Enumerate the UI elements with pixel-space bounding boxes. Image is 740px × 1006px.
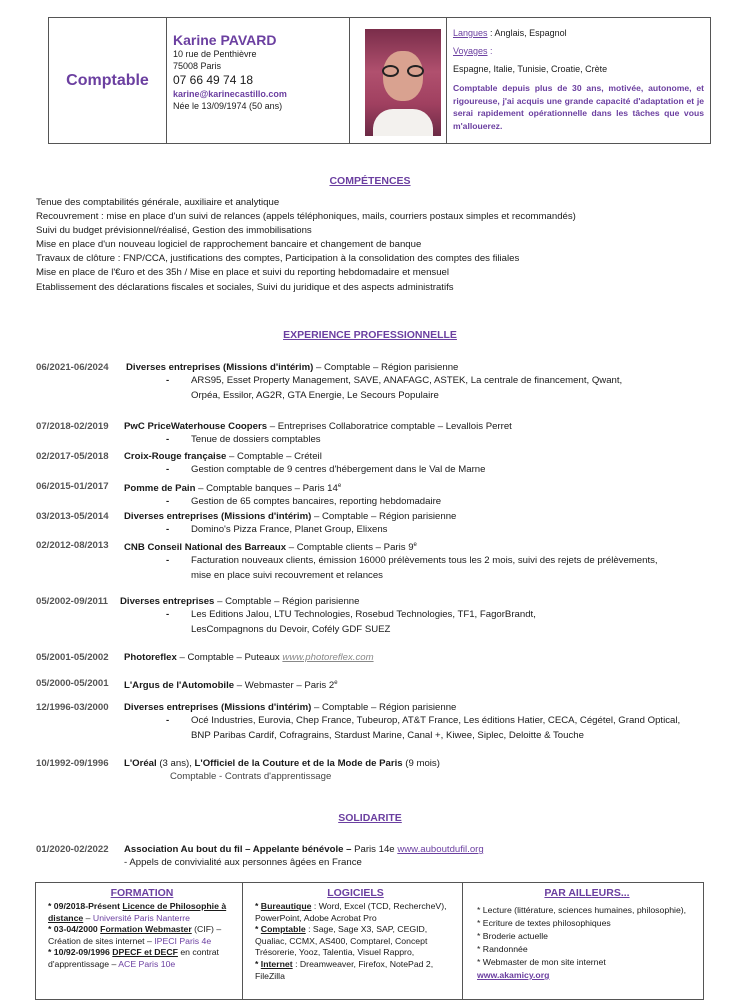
experience-role: – Entreprises Collaboratrice comptable – Levallois Perret xyxy=(267,421,512,432)
logiciels-label: Internet xyxy=(260,958,293,969)
experience-detail: Domino's Pizza France, Planet Group, Elixens xyxy=(191,524,388,535)
personal-website-link[interactable]: www.akamicy.org xyxy=(477,970,550,980)
formation-detail: en contrat d'apprentissage – xyxy=(48,947,219,969)
competence-item: Travaux de clôture : FNP/CCA, justifications des comptes, Participation à la consolidation des comptes des filiales xyxy=(36,253,520,265)
experience-date: 05/2002-09/2011 xyxy=(36,596,109,607)
competences-title: COMPÉTENCES xyxy=(329,175,411,187)
experience-detail: Orpéa, Essilor, AG2R, GTA Energie, Le Secours Populaire xyxy=(191,389,439,401)
solidarite-role: – Appelante bénévole – xyxy=(242,844,355,855)
experience-detail: ARS95, Esset Property Management, SAVE, ANAFAGC, ASTEK, La centrale de financement, Qwant, xyxy=(191,375,623,386)
solidarite-detail: - Appels de convivialité aux personnes âgées en France xyxy=(124,857,362,868)
experience-role: – Comptable – Région parisienne xyxy=(311,511,457,522)
experience-detail: BNP Paribas Cardif, Cofragrains, Stardust Marine, Canal +, Kiwee, Siplec, Deloitte & Touche xyxy=(191,729,584,741)
travel-row xyxy=(453,45,704,58)
travel-value: Espagne, Italie, Tunisie, Croatie, Crète xyxy=(453,64,608,74)
experience-company: Pomme de Pain xyxy=(124,483,196,495)
formation-separator: – xyxy=(83,912,93,923)
logiciels-item: * Comptable : Sage, Sage X3, SAP, CEGID, Qualiac, CCMX, AS400, Comptarel, Concept Trésorerie, Yooz, Talentia, Visuel Rappro, xyxy=(255,924,428,958)
experience-company: Diverses entreprises (Missions d'intérim) xyxy=(124,702,312,713)
formation-item xyxy=(48,924,236,947)
formation-school: IPECI Paris 4e xyxy=(154,935,212,946)
experience-company: CNB Conseil National des Barreaux xyxy=(124,542,287,554)
experience-date: 02/2017-05/2018 xyxy=(36,451,109,462)
experience-role: – Comptable – Région parisienne xyxy=(311,702,457,713)
job-title-cell xyxy=(49,18,167,143)
experience-detail: Les Editions Jalou, LTU Technologies, Rosebud Technologies, TF1, FagorBrandt, xyxy=(191,609,536,620)
experience-company: Photoreflex xyxy=(124,652,177,663)
competence-item: Tenue des comptabilités générale, auxiliaire et analytique xyxy=(36,197,280,208)
experience-entry: 05/2002-09/2011 Diverses entreprises – Comptable – Région parisienne - Les Editions Jalou, LTU Technologies, Rosebud Technologies, TF1, FagorBrandt, LesCompagnons du Devoir, Cofély GDF SUEZ xyxy=(36,595,726,637)
logiciels-item: * Bureautique : Word, Excel (TCD, RechercheV), PowerPoint, Adobe Acrobat Pro xyxy=(255,901,447,923)
experience-role: – Comptable – Région parisienne xyxy=(214,596,360,607)
company-website-link[interactable]: www.photoreflex.com xyxy=(282,652,374,663)
phone-number: 07 66 49 74 18 xyxy=(173,73,254,87)
experience-entry: 06/2021-06/2024 Diverses entreprises (Missions d'intérim) – Comptable – Région parisienne - ARS95, Esset Property Management, SAVE, ANAFAGC, ASTEK, La centrale de financement, Qwant, Orpéa, Essilor, AG2R, GTA Energie, Le Secours Populaire xyxy=(36,361,726,403)
experience-duration: (9 mois) xyxy=(402,758,440,769)
logiciels-value: : Sage, Sage X3, SAP, CEGID, Qualiac, CCMX, AS400, Comptarel, Concept Trésorerie, Yooz, Talentia, Visuel Rappro, xyxy=(255,924,428,958)
travel-separator: : xyxy=(487,46,493,56)
travel-label: Voyages xyxy=(453,46,488,56)
competence-item: Mise en place d'un nouveau logiciel de rapprochement bancaire et changement de banque xyxy=(36,239,422,251)
candidate-name: Karine PAVARD xyxy=(173,32,277,48)
formation-degree: DPECF et DECF xyxy=(112,947,178,958)
formation-item xyxy=(48,947,236,970)
experience-entry: 02/2017-05/2018 Croix-Rouge française – Comptable – Créteil - Gestion comptable de 9 centres d'hébergement dans le Val de Marne xyxy=(36,450,726,478)
experience-company: L'Argus de l'Automobile xyxy=(124,680,235,692)
formation-degree: Formation Webmaster xyxy=(100,924,192,935)
address-line-1: 10 rue de Penthièvre xyxy=(173,49,257,59)
formation-date: * 03-04/2000 xyxy=(48,924,101,935)
formation-school: ACE Paris 10e xyxy=(118,958,176,969)
experience-entry xyxy=(36,677,726,692)
experience-detail: LesCompagnons du Devoir, Cofély GDF SUEZ xyxy=(191,623,391,635)
solidarite-entry xyxy=(36,843,726,870)
experience-entry: 02/2012-08/2013 CNB Conseil National des Barreaux – Comptable clients – Paris 9e - Facturation nouveaux clients, émission 16000 prélèvements tous les 2 mois, suivi des rejets de prélèvements, mise en place suivi recouvrement et relances xyxy=(36,539,726,583)
experience-company: L'Officiel de la Couture et de la Mode de Paris xyxy=(194,758,403,769)
experience-company: Diverses entreprises (Missions d'intérim) xyxy=(126,362,314,373)
logiciels-column xyxy=(243,883,463,999)
competence-item: Mise en place de l'€uro et des 35h / Mise en place et suivi du reporting hebdomadaire et mensuel xyxy=(36,267,450,279)
experience-company: Diverses entreprises xyxy=(120,596,215,607)
experience-detail: Gestion de 65 comptes bancaires, reporting hebdomadaire xyxy=(191,496,442,508)
solidarite-place: Paris 14e xyxy=(354,844,398,855)
experience-title: EXPERIENCE PROFESSIONNELLE xyxy=(283,329,457,341)
logiciels-title: LOGICIELS xyxy=(327,887,384,899)
formation-column xyxy=(36,883,243,999)
experience-company: Croix-Rouge française xyxy=(124,451,227,462)
experience-date: 06/2021-06/2024 xyxy=(36,362,109,373)
logiciels-label: Comptable xyxy=(260,924,306,935)
experience-date: 06/2015-01/2017 xyxy=(36,481,109,492)
experience-detail: Océ Industries, Eurovia, Chep France, Tubeurop, AT&T France, Les éditions Hatier, CECA, Cégétel, Grand Optical, xyxy=(191,715,681,726)
experience-date: 10/1992-09/1996 xyxy=(36,758,109,769)
competence-item: Recouvrement : mise en place d'un suivi de relances (appels téléphoniques, mails, courriers postaux simples et recommandés) xyxy=(36,211,576,223)
experience-date: 05/2000-05/2001 xyxy=(36,678,109,689)
formation-date: * 09/2018-Présent xyxy=(48,901,123,911)
experience-role: – Comptable banques – Paris 14 xyxy=(195,483,338,495)
email-link[interactable]: karine@karinecastillo.com xyxy=(173,89,287,99)
competences-list xyxy=(36,196,716,295)
superscript: e xyxy=(337,483,342,489)
experience-role: – Comptable – Créteil xyxy=(226,451,322,462)
competence-item: Suivi du budget prévisionnel/réalisé, Gestion des immobilisations xyxy=(36,225,312,237)
ailleurs-item: * Lecture (littérature, sciences humaines, philosophie), xyxy=(477,905,687,915)
languages-row xyxy=(453,27,704,40)
superscript: e xyxy=(413,542,417,548)
experience-entry: 03/2013-05/2014 Diverses entreprises (Missions d'intérim) – Comptable – Région parisienne - Domino's Pizza France, Planet Group, Elixens xyxy=(36,510,726,538)
experience-detail: Facturation nouveaux clients, émission 16000 prélèvements tous les 2 mois, suivi des rejets de prélèvements, xyxy=(191,555,658,567)
experience-company: L'Oréal xyxy=(124,758,157,769)
logiciels-value: : Dreamweaver, Firefox, NotePad 2, FileZilla xyxy=(255,958,434,981)
experience-date: 05/2001-05/2002 xyxy=(36,652,109,663)
experience-entry xyxy=(36,651,726,664)
logiciels-label: Bureautique xyxy=(260,901,312,911)
languages-label: Langues xyxy=(453,28,488,38)
ailleurs-item: * Randonnée xyxy=(477,944,528,954)
formation-item xyxy=(48,901,236,924)
cv-header xyxy=(48,17,711,144)
formation-school: Université Paris Nanterre xyxy=(92,912,190,923)
photo-cell xyxy=(350,18,447,143)
ailleurs-item: * Ecriture de textes philosophiques xyxy=(477,918,611,928)
contact-cell xyxy=(167,18,350,143)
experience-role: – Comptable clients – Paris 9 xyxy=(286,542,414,554)
solidarite-website-link[interactable]: www.auboutdufil.org xyxy=(397,844,484,855)
experience-entry xyxy=(36,757,726,784)
experience-role: – Webmaster – Paris 2 xyxy=(234,680,335,692)
experience-detail: Tenue de dossiers comptables xyxy=(191,434,321,445)
profile-summary: Comptable depuis plus de 30 ans, motivée, autonome, et rigoureuse, j'ai acquis une grande capacité d'adaptation et je serai rapidement opérationnelle dans les tâches que vous m'allouerez. xyxy=(453,83,704,131)
languages-value: : Anglais, Espagnol xyxy=(487,28,567,38)
experience-entry: 06/2015-01/2017 Pomme de Pain – Comptable banques – Paris 14e - Gestion de 65 comptes bancaires, reporting hebdomadaire xyxy=(36,480,726,510)
ailleurs-column xyxy=(463,883,703,999)
solidarite-date: 01/2020-02/2022 xyxy=(36,844,109,855)
solidarite-org: Association Au bout du fil xyxy=(124,844,243,855)
experience-role: – Comptable – Région parisienne xyxy=(313,362,459,373)
experience-role: – Comptable – Puteaux xyxy=(176,652,283,663)
ailleurs-item: * Broderie actuelle xyxy=(477,931,548,941)
experience-duration: (3 ans), xyxy=(156,758,195,769)
superscript: e xyxy=(334,680,338,686)
experience-date: 03/2013-05/2014 xyxy=(36,511,109,522)
experience-detail: Comptable - Contrats d'apprentissage xyxy=(170,771,332,782)
logiciels-value: : Word, Excel (TCD, RechercheV), PowerPoint, Adobe Acrobat Pro xyxy=(255,901,447,923)
ailleurs-title: PAR AILLEURS... xyxy=(544,887,630,899)
formation-degree: Licence de Philosophie à distance xyxy=(48,901,227,923)
experience-detail: mise en place suivi recouvrement et relances xyxy=(191,569,383,581)
profile-photo xyxy=(365,29,441,136)
logiciels-item: * Internet : Dreamweaver, Firefox, NotePad 2, FileZilla xyxy=(255,958,434,981)
experience-entry: 12/1996-03/2000 Diverses entreprises (Missions d'intérim) – Comptable – Région parisienne - Océ Industries, Eurovia, Chep France, Tubeurop, AT&T France, Les éditions Hatier, CECA, Cégétel, Grand Optical, BNP Paribas Cardif, Cofragrains, Stardust Marine, Canal +, Kiwee, Siplec, Deloitte & Touche xyxy=(36,701,726,743)
experience-company: PwC PriceWaterhouse Coopers xyxy=(124,421,268,432)
competence-item: Etablissement des déclarations fiscales et sociales, Suivi du juridique et des aspects administratifs xyxy=(36,281,454,293)
birth-date: Née le 13/09/1974 (50 ans) xyxy=(173,101,283,111)
experience-entry: 07/2018-02/2019 PwC PriceWaterhouse Coopers – Entreprises Collaboratrice comptable – Levallois Perret - Tenue de dossiers comptables xyxy=(36,420,726,448)
solidarite-title: SOLIDARITE xyxy=(338,812,402,824)
info-cell xyxy=(447,18,710,143)
footer-table xyxy=(35,882,704,1000)
address-line-2: 75008 Paris xyxy=(173,61,222,71)
job-title: Comptable xyxy=(66,71,149,89)
formation-date: * 10/92-09/1996 xyxy=(48,947,113,958)
experience-detail: Gestion comptable de 9 centres d'hébergement dans le Val de Marne xyxy=(191,464,486,475)
experience-date: 02/2012-08/2013 xyxy=(36,540,109,551)
experience-company: Diverses entreprises (Missions d'intérim) xyxy=(124,511,312,522)
formation-detail: (CIF) – Création de sites internet – xyxy=(48,924,222,946)
formation-title: FORMATION xyxy=(110,887,174,899)
ailleurs-item: * Webmaster de mon site internet xyxy=(477,957,606,967)
experience-date: 07/2018-02/2019 xyxy=(36,421,109,432)
experience-date: 12/1996-03/2000 xyxy=(36,702,109,713)
